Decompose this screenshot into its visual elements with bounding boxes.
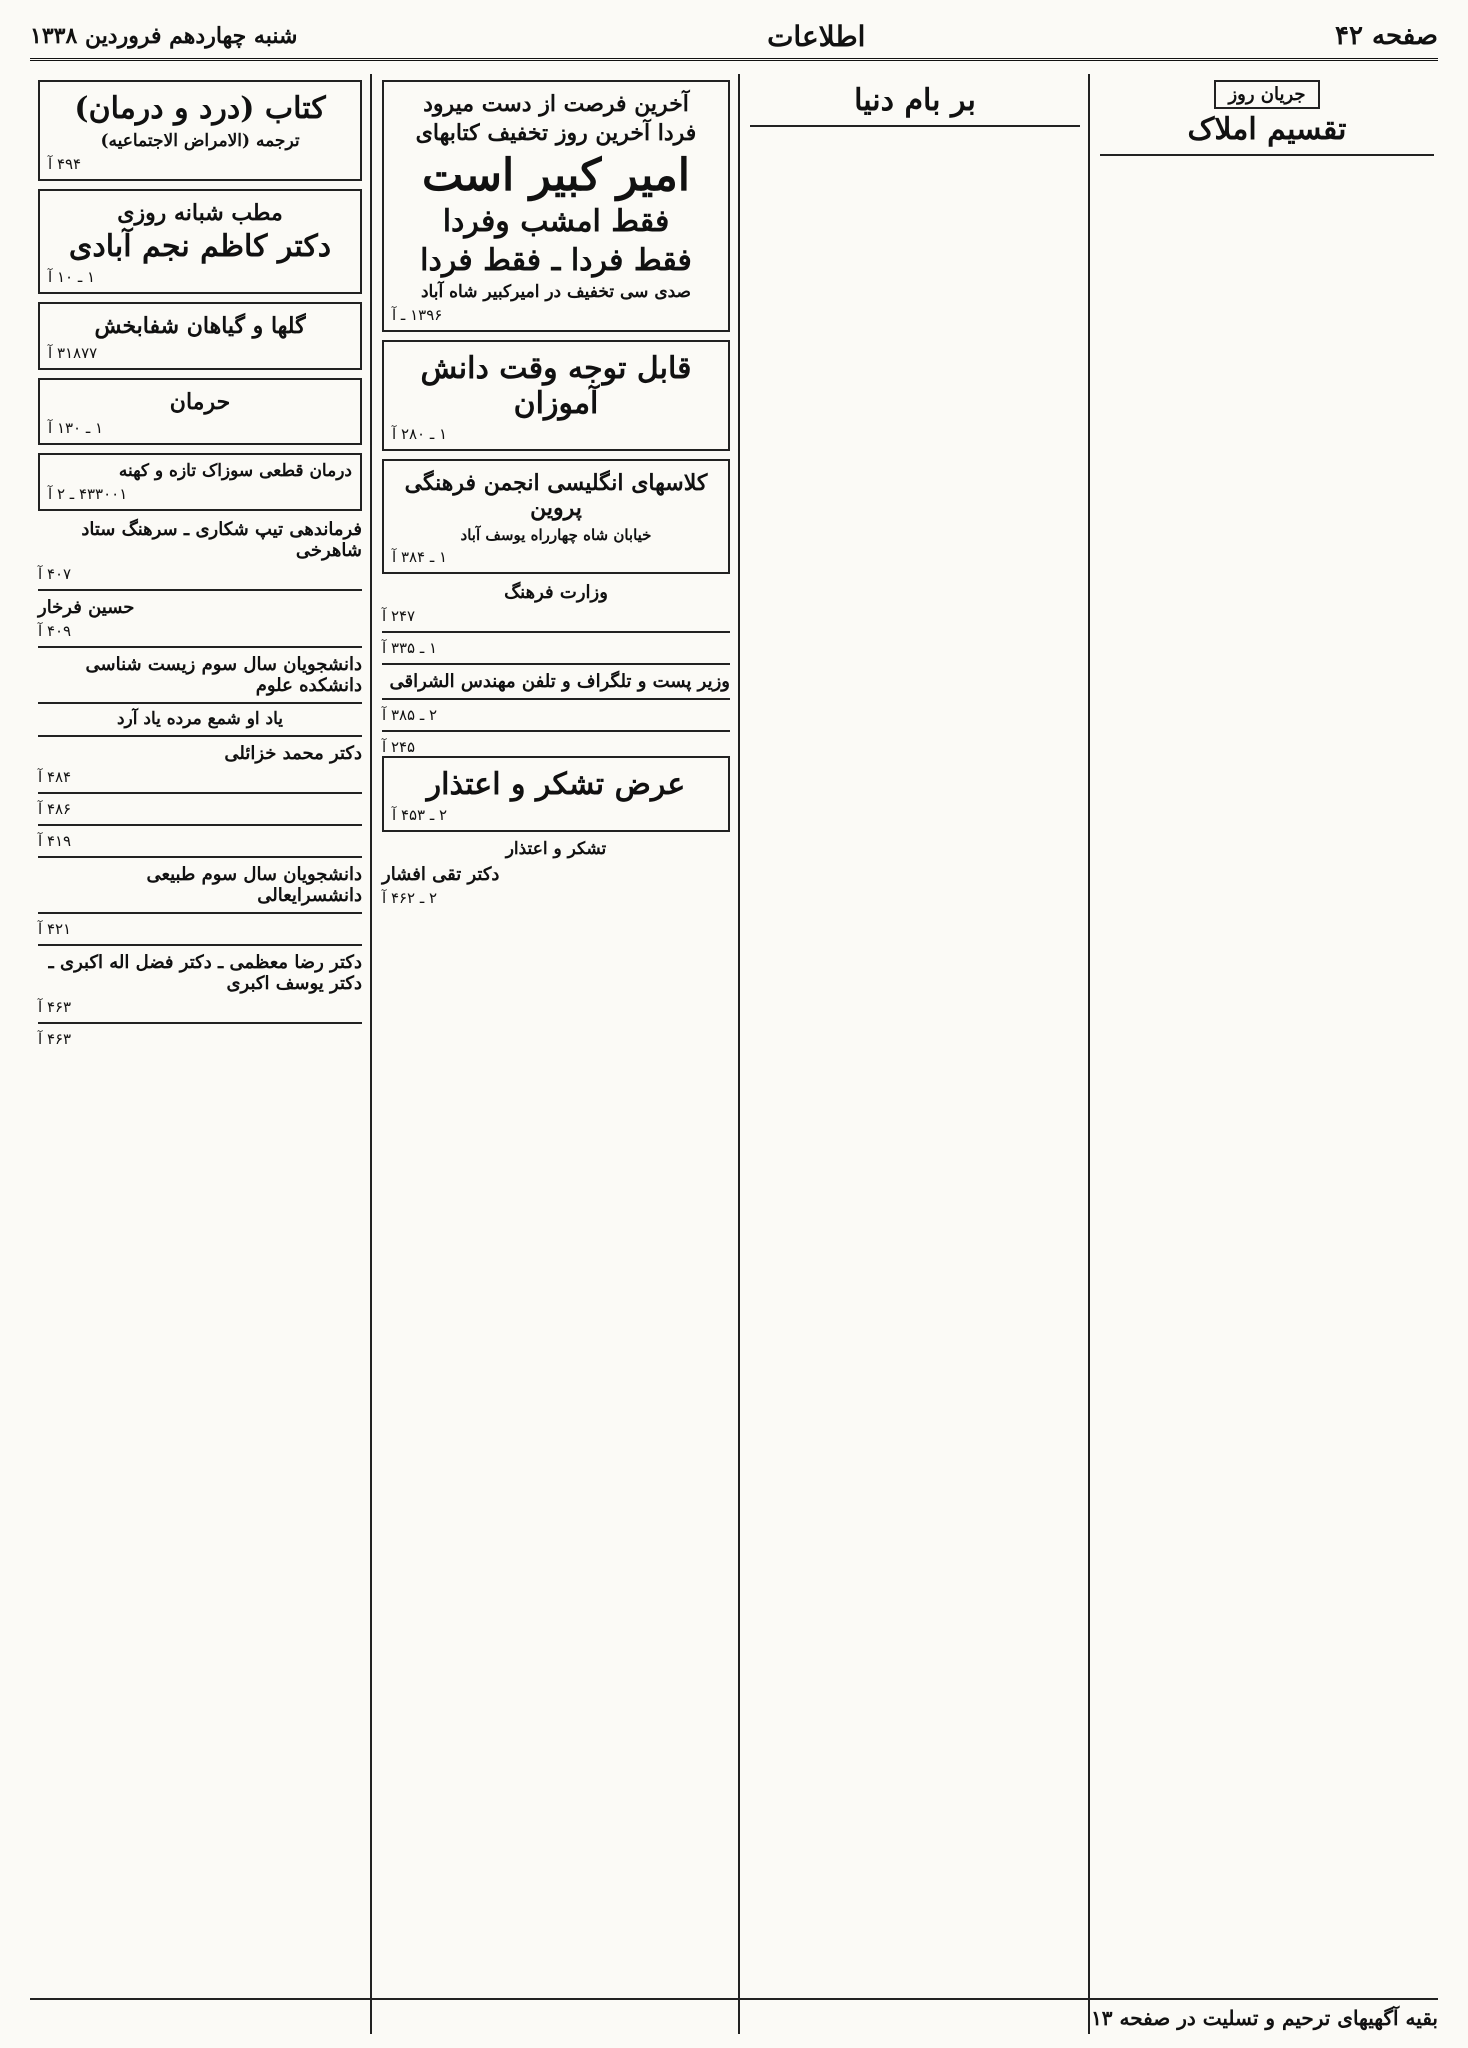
notice-ref: ۴۲۱ آ bbox=[38, 920, 72, 939]
notice-ref: ۲ ـ ۴۶۲ آ bbox=[382, 888, 438, 907]
notice bbox=[382, 738, 730, 756]
spacer bbox=[374, 74, 390, 86]
hirman-ad bbox=[38, 378, 362, 445]
notice bbox=[38, 800, 362, 818]
column-badge: جریان روز bbox=[1214, 80, 1319, 109]
notice-ref: ۴۰۷ آ bbox=[38, 564, 72, 583]
ad-subhead: فقط امشب وفردا bbox=[442, 204, 670, 240]
divider bbox=[382, 730, 730, 732]
notice-ref: ۱ ـ ۳۳۵ آ bbox=[382, 638, 438, 657]
divider bbox=[750, 125, 1080, 127]
divider bbox=[38, 702, 362, 704]
parvin-classes-ad bbox=[382, 459, 730, 574]
notice-ref: ۴۶۳ آ bbox=[38, 998, 72, 1017]
divider bbox=[38, 912, 362, 914]
ad-title: حرمان bbox=[169, 388, 231, 415]
divider bbox=[38, 856, 362, 858]
ad-ref: ۱۳۹۶ ـ آ bbox=[392, 306, 443, 325]
ad-subhead: فقط فردا ـ فقط فردا bbox=[420, 242, 692, 278]
notice bbox=[38, 710, 362, 730]
newspaper-name: اطلاعات bbox=[767, 19, 866, 53]
notice bbox=[38, 864, 362, 906]
divider bbox=[38, 792, 362, 794]
notice-ref: ۲ ـ ۳۸۵ آ bbox=[382, 705, 438, 724]
article-column bbox=[742, 74, 1088, 2014]
editorial-title: تقسیم املاک bbox=[1187, 112, 1347, 147]
ad-brand: گلها و گیاهان شفابخش bbox=[94, 313, 306, 340]
notice bbox=[38, 597, 362, 640]
notice bbox=[382, 840, 730, 907]
students-ad bbox=[382, 340, 730, 451]
notice-ref: ۲۴۵ آ bbox=[382, 737, 416, 756]
treatment-ad bbox=[38, 453, 362, 511]
notice-ref: ۲ ـ ۴۵۳ آ bbox=[392, 806, 448, 825]
ad-line: آخرین فرصت از دست میرود bbox=[423, 91, 689, 117]
notice bbox=[38, 920, 362, 938]
notice-signature: دکتر رضا معظمی ـ دکتر فضل اله اکبری ـ دکتر یوسف اکبری bbox=[48, 952, 362, 995]
divider bbox=[38, 735, 362, 737]
notice bbox=[38, 1030, 362, 1048]
herbs-ad bbox=[38, 302, 362, 369]
column-divider bbox=[738, 74, 740, 2034]
notice bbox=[38, 832, 362, 850]
notice bbox=[38, 519, 362, 583]
ad-title: کلاسهای انگلیسی انجمن فرهنگی پروین bbox=[404, 470, 708, 522]
ad-ref: ۴۹۴ آ bbox=[48, 154, 82, 173]
divider bbox=[38, 589, 362, 591]
ad-ref: ۱ ـ ۱۳۰ آ bbox=[48, 418, 104, 437]
divider bbox=[382, 698, 730, 700]
notice-signature: دانشجویان سال سوم زیست شناسی دانشکده علوم bbox=[85, 653, 362, 696]
ad-brand: امیر کبیر است bbox=[421, 149, 691, 201]
divider bbox=[382, 631, 730, 633]
notice-ref: ۲۴۷ آ bbox=[382, 606, 416, 625]
notice-signature: فرماندهی تیپ شکاری ـ سرهنگ ستاد شاهرخی bbox=[81, 518, 362, 561]
notice-title: تشکر و اعتذار bbox=[505, 839, 607, 860]
notice-ref: ۴۸۴ آ bbox=[38, 768, 72, 787]
ad-ref: ۱ ـ ۱۰ آ bbox=[48, 268, 96, 287]
divider bbox=[38, 824, 362, 826]
column-divider bbox=[1088, 74, 1090, 2034]
notice bbox=[38, 952, 362, 1016]
notice bbox=[382, 706, 730, 724]
notice-signature: دکتر تقی افشار bbox=[382, 863, 500, 885]
notice-signature: دکتر محمد خزائلی bbox=[224, 743, 362, 765]
thanks-title: عرض تشکر و اعتذار bbox=[426, 766, 686, 802]
notice-ref: ۴۸۶ آ bbox=[38, 800, 72, 819]
divider bbox=[38, 646, 362, 648]
notice bbox=[38, 743, 362, 786]
notice-signature: وزارت فرهنگ bbox=[504, 581, 608, 603]
ad-title: کتاب (درد و درمان) bbox=[74, 91, 326, 126]
ads-column-c bbox=[30, 74, 370, 2014]
ad-ref: ۱ ـ ۳۸۴ آ bbox=[392, 547, 448, 566]
book-ad bbox=[38, 80, 362, 181]
notice-title: یاد او شمع مرده یاد آرد bbox=[116, 708, 284, 729]
notice-ref: ۴۰۹ آ bbox=[38, 621, 72, 640]
notice-signature: وزیر پست و تلگراف و تلفن مهندس الشراقی bbox=[389, 670, 730, 692]
ad-ref: ۴۳۳۰۰۱ ـ ۲ آ bbox=[48, 484, 128, 503]
notice bbox=[382, 639, 730, 657]
ad-title: درمان قطعی سوزاک تازه و کهنه bbox=[118, 460, 352, 481]
thanks-box bbox=[382, 756, 730, 833]
amir-kabir-ad bbox=[382, 80, 730, 332]
notice bbox=[382, 582, 730, 625]
column-divider bbox=[370, 74, 372, 2034]
ad-ref: ۳۱۸۷۷ آ bbox=[48, 343, 98, 362]
notice bbox=[382, 671, 730, 692]
ad-subtitle: ترجمه (الامراض الاجتماعیه) bbox=[100, 130, 300, 151]
ad-ref: ۱ ـ ۲۸۰ آ bbox=[392, 425, 448, 444]
page-number: صفحه ۴۲ bbox=[1335, 21, 1438, 51]
divider bbox=[38, 944, 362, 946]
ads-column-a bbox=[374, 74, 738, 2014]
ad-line: صدی سی تخفیف در امیرکبیر شاه آباد bbox=[420, 282, 691, 303]
ad-line: فردا آخرین روز تخفیف کتابهای bbox=[415, 120, 697, 147]
notice bbox=[38, 654, 362, 696]
notice-ref: ۴۶۳ آ bbox=[38, 1030, 72, 1049]
ad-doctor-name: دکتر کاظم نجم آبادی bbox=[68, 228, 332, 264]
clinic-ad bbox=[38, 189, 362, 295]
divider bbox=[1100, 154, 1434, 156]
continued-notice: بقیه آگهیهای ترحیم و تسلیت در صفحه ۱۳ bbox=[1091, 2006, 1438, 2030]
notice-signature: حسین فرخار bbox=[38, 596, 135, 618]
page-footer bbox=[30, 1998, 1438, 2030]
divider bbox=[382, 663, 730, 665]
notice-ref: ۴۱۹ آ bbox=[38, 832, 72, 851]
divider bbox=[38, 1022, 362, 1024]
ad-title: قابل توجه وقت دانش آموزان bbox=[420, 351, 692, 421]
ad-title: مطب شبانه روزی bbox=[117, 199, 283, 226]
notice-signature: دانشجویان سال سوم طبیعی دانشسرایعالی bbox=[146, 864, 362, 907]
issue-date: شنبه چهاردهم فروردین ۱۳۳۸ bbox=[30, 23, 298, 49]
ad-address: خیابان شاه چهارراه یوسف آباد bbox=[460, 525, 652, 544]
editorial-column bbox=[1092, 74, 1442, 2014]
article-title: بر بام دنیا bbox=[854, 83, 976, 118]
page-header bbox=[30, 14, 1438, 61]
